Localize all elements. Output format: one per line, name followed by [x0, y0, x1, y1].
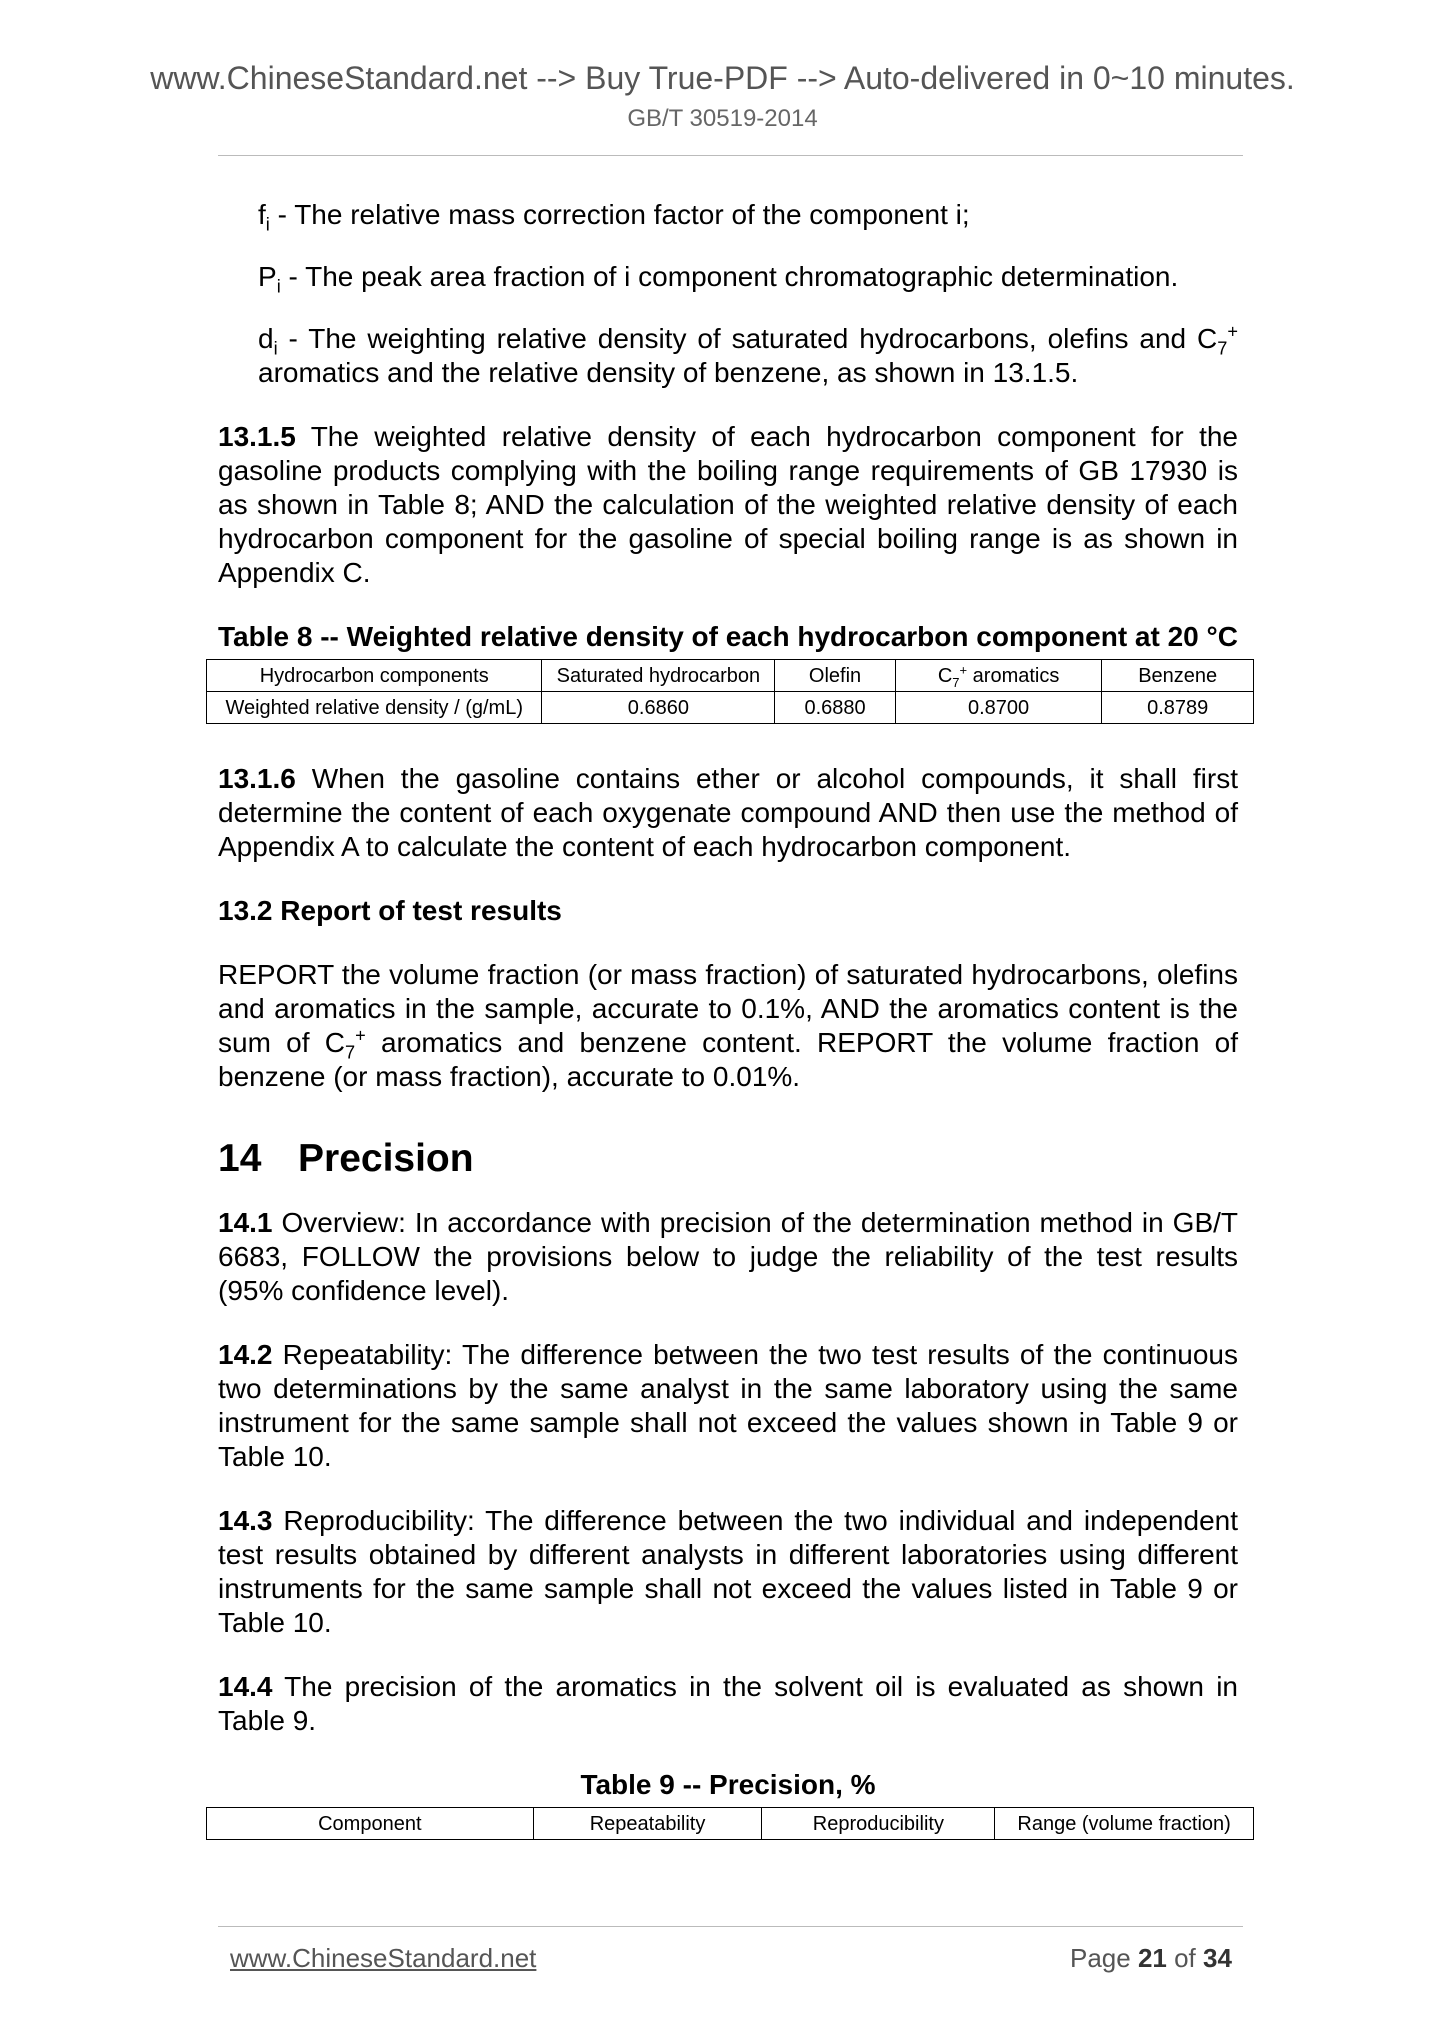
definition-d-text-2: aromatics and the relative density of benzene, as shown in 13.1.5.: [258, 357, 1079, 388]
table-8-cell: 0.6860: [542, 692, 775, 724]
symbol-f-subscript: i: [265, 214, 270, 235]
section-14-heading: [218, 1136, 1238, 1182]
clause-13-1-5: [218, 420, 1238, 590]
clause-14-1: [218, 1206, 1238, 1308]
table-8-cell: 0.8789: [1102, 692, 1254, 724]
definition-p-text: - The peak area fraction of i component chromatographic determination.: [280, 261, 1179, 292]
table-9-title: Table 9 -- Precision, %: [580, 1769, 876, 1800]
definition-d: [218, 322, 1238, 390]
c7-subscript: 7: [1217, 338, 1228, 359]
table-8-cell: Weighted relative density / (g/mL): [207, 692, 542, 724]
table-9-header-cell: Range (volume fraction): [995, 1808, 1254, 1840]
symbol-p: P: [258, 261, 277, 292]
table-8-header-cell: Benzene: [1102, 660, 1254, 692]
clause-text-2: aromatics and benzene content. REPORT the volume fraction of benzene (or mass fraction), accurate to 0.01%.: [218, 1027, 1238, 1092]
table-8-cell: 0.6880: [775, 692, 896, 724]
c7-superscript: +: [1227, 321, 1238, 342]
footer-site-link[interactable]: www.ChineseStandard.net: [230, 1943, 537, 1973]
clause-text-1: REPORT the volume fraction (or mass fraction) of saturated hydrocarbons, olefins and aromatics in the sample, accurate to 0.1%, AND the aromatics content is the sum of C: [218, 959, 1238, 1058]
clause-14-2: [218, 1338, 1238, 1474]
c7-subscript: 7: [952, 675, 960, 690]
c7-subscript: 7: [344, 1042, 356, 1063]
c7-superscript: +: [355, 1025, 366, 1046]
table-8-header-cell: [895, 660, 1102, 692]
page-number: 21: [1137, 1943, 1167, 1973]
table-9-header-cell: Component: [207, 1808, 534, 1840]
clause-13-2-text: [218, 958, 1238, 1094]
table-8-cell: 0.8700: [895, 692, 1102, 724]
clause-number: 14.3: [218, 1505, 273, 1536]
symbol-f: f: [258, 199, 266, 230]
table-8: [206, 659, 1254, 724]
section-title: Precision: [298, 1137, 474, 1180]
clause-number: 14.4: [218, 1671, 273, 1702]
table-8-header-cell: Hydrocarbon components: [207, 660, 542, 692]
section-number: 14: [218, 1137, 262, 1180]
clause-text: The precision of the aromatics in the solvent oil is evaluated as shown in Table 9.: [218, 1671, 1238, 1736]
symbol-d: d: [258, 323, 274, 354]
table-8-header-cell: Saturated hydrocarbon: [542, 660, 775, 692]
definition-d-text-1: - The weighting relative density of saturated hydrocarbons, olefins and C: [277, 323, 1218, 354]
clause-text: When the gasoline contains ether or alcohol compounds, it shall first determine the content of each oxygenate compound AND then use the method of Appendix A to calculate the content of each hydrocarbon component.: [218, 763, 1238, 862]
definition-f: [218, 198, 1238, 235]
table-8-title: Table 8 -- Weighted relative density of each hydrocarbon component at 20 °C: [218, 621, 1238, 652]
footer-page-indicator: [1070, 1943, 1232, 1974]
symbol-d-subscript: i: [273, 338, 278, 359]
c7-superscript: +: [959, 662, 968, 678]
clause-14-4: [218, 1670, 1238, 1738]
table-8-header-row: [207, 660, 1254, 692]
table-8-header-cell: Olefin: [775, 660, 896, 692]
definition-f-text: - The relative mass correction factor of the component i;: [269, 199, 970, 230]
clause-14-3: [218, 1504, 1238, 1640]
table-9-header-cell: Repeatability: [533, 1808, 762, 1840]
footer-divider: [218, 1926, 1243, 1927]
clause-text: Repeatability: The difference between the two test results of the continuous two determinations by the same analyst in the same laboratory using the same instrument for the same sample shall not exceed the values shown in Table 9 or Table 10.: [218, 1339, 1238, 1472]
table-9-header-cell: Reproducibility: [762, 1808, 995, 1840]
header-divider: [218, 155, 1243, 156]
clause-number: 13.1.6: [218, 763, 296, 794]
c7-label-suffix: aromatics: [967, 665, 1060, 687]
clause-number: 14.1: [218, 1207, 273, 1238]
table-8-row: [207, 692, 1254, 724]
header-standard-number: GB/T 30519-2014: [627, 105, 818, 132]
clause-number: 13.1.5: [218, 421, 296, 452]
symbol-p-subscript: i: [276, 276, 281, 297]
header-banner: www.ChineseStandard.net --> Buy True-PDF --> Auto-delivered in 0~10 minutes.: [150, 60, 1295, 96]
c7-label: C: [937, 665, 953, 687]
page-total: 34: [1203, 1943, 1232, 1973]
clause-number: 14.2: [218, 1339, 273, 1370]
page-label: Page: [1070, 1943, 1138, 1973]
clause-text: The weighted relative density of each hydrocarbon component for the gasoline products complying with the boiling range requirements of GB 17930 is as shown in Table 8; AND the calculation of the weighted relative density of each hydrocarbon component for the gasoline of special boiling range is as shown in Appendix C.: [218, 421, 1238, 588]
clause-13-1-6: [218, 762, 1238, 864]
definition-p: [218, 260, 1238, 297]
clause-text: Overview: In accordance with precision of the determination method in GB/T 6683, FOLLOW the provisions below to judge the reliability of the test results (95% confidence level).: [218, 1207, 1238, 1306]
clause-text: Reproducibility: The difference between the two individual and independent test results obtained by different analysts in different laboratories using different instruments for the same sample shall not exceed the values listed in Table 9 or Table 10.: [218, 1505, 1238, 1638]
document-body: [218, 198, 1238, 1878]
table-9-header-row: [207, 1808, 1254, 1840]
section-13-2-heading: 13.2 Report of test results: [218, 895, 562, 926]
table-9: [206, 1807, 1254, 1840]
page-of-label: of: [1166, 1943, 1204, 1973]
